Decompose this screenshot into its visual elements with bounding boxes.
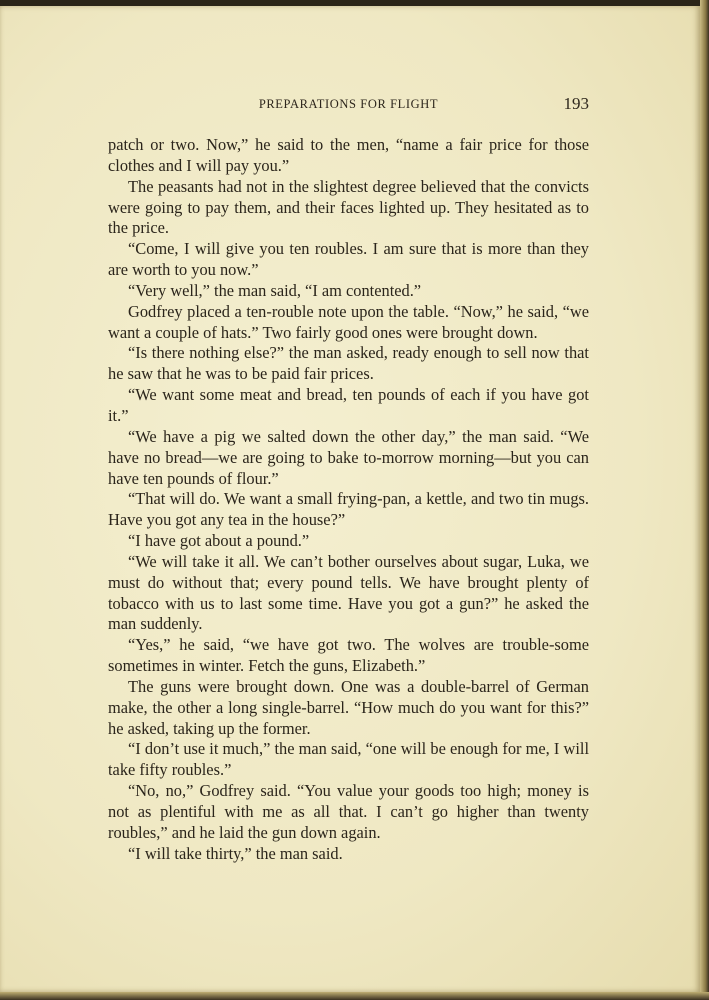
paragraph: Godfrey placed a ten-rouble note upon the table. “Now,” he said, “we want a couple of hats.” Two fairly good ones were brought down. xyxy=(108,301,589,342)
paragraph: “I have got about a pound.” xyxy=(128,531,310,551)
paragraph: “Come, I will give you ten roubles. I am sure that is more than they are worth to you now.” xyxy=(108,239,589,280)
body-text xyxy=(108,135,589,865)
page-edge-right xyxy=(700,0,709,1000)
paragraph: “Yes,” he said, “we have got two. The wolves are trouble-some sometimes in winter. Fetch the guns, Elizabeth.” xyxy=(108,635,589,676)
paragraph: The peasants had not in the slightest degree believed that the convicts were going to pay them, and their faces lighted up. They hesitated as to the price. xyxy=(108,176,589,238)
paragraph: “We will take it all. We can’t bother ourselves about sugar, Luka, we must do without that; every pound tells. We have brought plenty of tobacco with us to last some time. Have you got a gun?” he asked the man suddenly. xyxy=(108,551,589,634)
paragraph: The guns were brought down. One was a double-barrel of German make, the other a long single-barrel. “How much do you want for this?” he asked, taking up the former. xyxy=(108,676,589,738)
paragraph: “No, no,” Godfrey said. “You value your goods too high; money is not as plentiful with me as all that. I can’t go higher than twenty roubles,” and he laid the gun down again. xyxy=(108,781,589,842)
running-head: PREPARATIONS FOR FLIGHT xyxy=(258,97,439,111)
page-edge-bottom xyxy=(0,992,709,1000)
paragraph: “I will take thirty,” the man said. xyxy=(128,843,343,863)
paragraph: patch or two. Now,” he said to the men, “name a fair price for those clothes and I will pay you.” xyxy=(108,135,589,175)
paragraph: “We have a pig we salted down the other day,” the man said. “We have no bread—we are going to bake to-morrow morning—but you can have ten pounds of flour.” xyxy=(108,426,589,488)
paragraph: “We want some meat and bread, ten pounds of each if you have got it.” xyxy=(108,385,589,425)
book-page xyxy=(0,6,700,994)
paragraph: “Is there nothing else?” the man asked, ready enough to sell now that he saw that he was to be paid fair prices. xyxy=(108,343,589,384)
paragraph: “That will do. We want a small frying-pan, a kettle, and two tin mugs. Have you got any tea in the house?” xyxy=(108,489,589,530)
paragraph: “I don’t use it much,” the man said, “one will be enough for me, I will take fifty roubles.” xyxy=(108,739,589,780)
page-number: 193 xyxy=(563,94,589,113)
paragraph: “Very well,” the man said, “I am contented.” xyxy=(128,280,422,300)
page-header xyxy=(108,94,589,116)
